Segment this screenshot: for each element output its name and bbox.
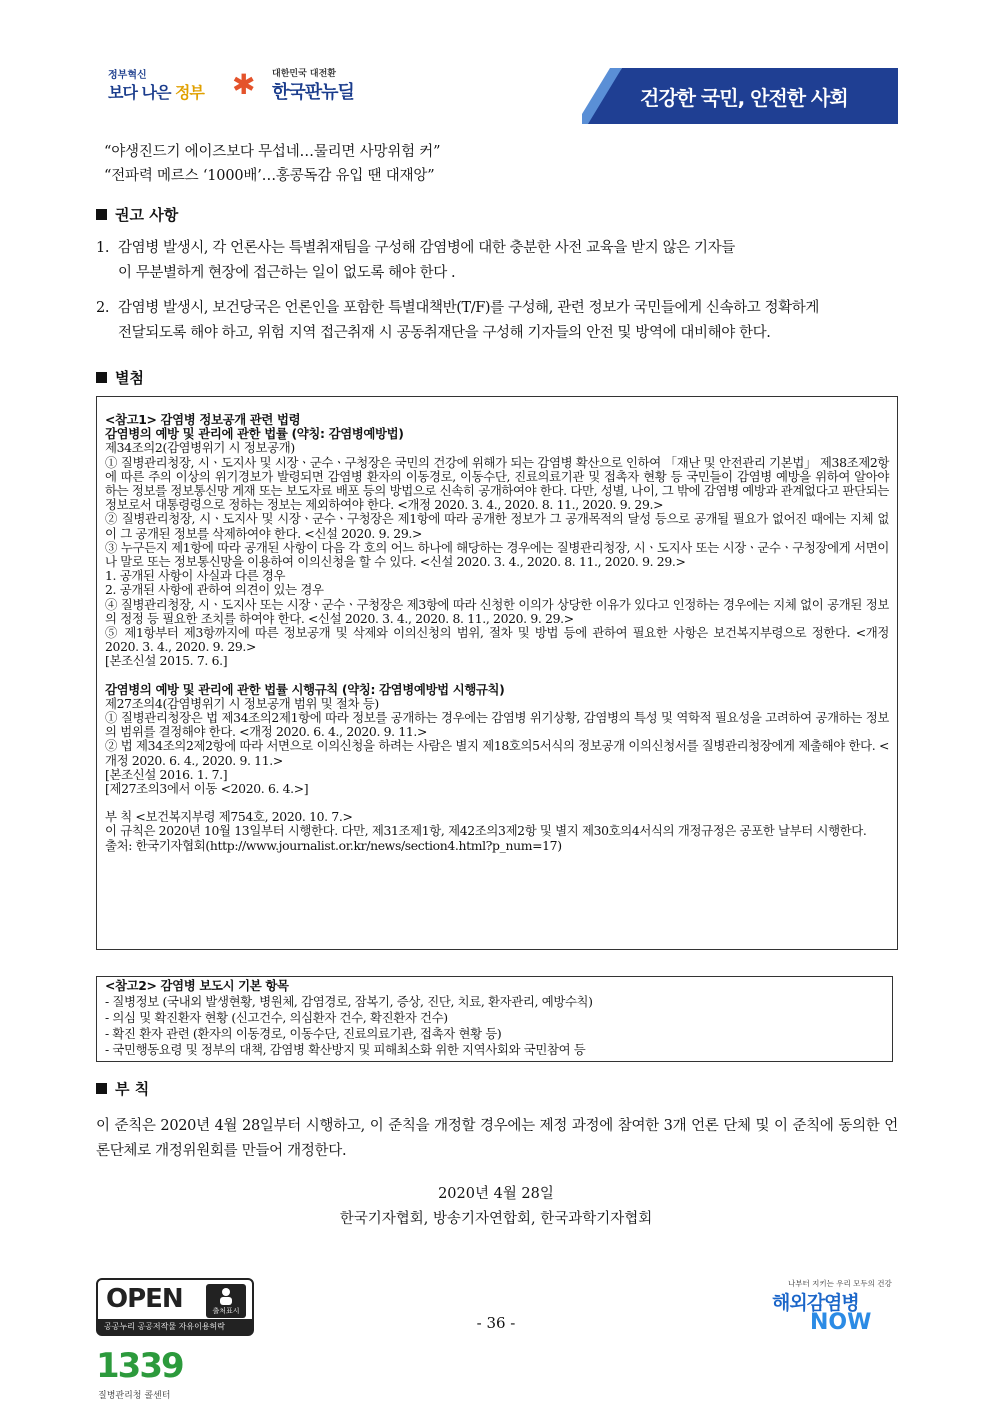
law-2-line: ① 질병관리청장은 법 제34조의2제1항에 따라 정보를 공개하는 경우에는 감염병 위기상황, 감염병의 특성 및 역학적 필요성을 고려하여 공개하는 정보의 범위를 결정해야 한다. <개정 2020. 6. 4., 2020. 9. 11.> — [105, 710, 889, 740]
quote-line-1: “야생진드기 에이즈보다 무섭네…물리면 사망위험 커” — [104, 144, 441, 160]
law-1-line: 2. 공개된 사항에 관하여 의견이 있는 경우 — [105, 582, 324, 598]
slogan-text: 건강한 국민, 안전한 사회 — [640, 86, 848, 110]
law-2-title: 감염병의 예방 및 관리에 관한 법률 시행규칙 (약칭: 감염병예방법 시행규칙) — [105, 681, 505, 697]
1339-caption: 질병관리청 콜센터 — [98, 1391, 171, 1401]
recommendation-item-2: 2. 감염병 발생시, 보건당국은 언론인을 포함한 특별대책반(T/F)를 구성해, 관련 정보가 국민들에게 신속하고 정확하게 전달되도록 해야 하고, 위험 지역 접근취재 시 공동취재단을 구성해 기자들의 안전 및 방역에 대비해야 한다. — [96, 300, 819, 341]
law-1-line: ⑤ 제1항부터 제3항까지에 따른 정보공개 및 삭제와 이의신청의 범위, 절차 및 방법 등에 관하여 필요한 사항은 보건복지부령으로 정한다. <개정 2020. 3. 4., 2020. 9. 29.> — [105, 625, 889, 655]
reference-2-box — [96, 976, 893, 1062]
person-icon — [206, 1284, 246, 1308]
source-line: 출처: 한국기자협회(http://www.journalist.or.kr/news/section4.html?p_num=17) — [105, 837, 562, 853]
reference-2-line: - 국민행동요령 및 정부의 대책, 감염병 확산방지 및 피해최소화 위한 지역사회와 국민참여 등 — [105, 1042, 586, 1057]
kdca-1339-logo — [96, 1346, 216, 1403]
reference-2-line: - 의심 및 확진환자 현황 (신고건수, 의심환자 건수, 확진환자 건수) — [105, 1010, 448, 1025]
gov-innovation-logo — [108, 62, 218, 108]
now-logo-sub: NOW — [810, 1310, 872, 1335]
reference-2-line: - 질병정보 (국내외 발생현황, 병원체, 감염경로, 잠복기, 증상, 진단, 치료, 환자관리, 예방수칙) — [105, 994, 593, 1009]
section-heading-recommendations: 권고 사항 — [96, 204, 178, 225]
gov-logo-small-text: 정부혁신 — [108, 70, 147, 81]
reference-2-line: - 확진 환자 관련 (환자의 이동경로, 이동수단, 진료의료기관, 접촉자 현황 등) — [105, 1026, 502, 1041]
1339-digits: 1339 — [96, 1346, 183, 1386]
law-2-line: [본조신설 2016. 1. 7.] — [105, 766, 228, 782]
law-1-line: ④ 질병관리청장, 시ㆍ도지사 또는 시장ㆍ군수ㆍ구청장은 제3항에 따라 신청한 이의가 상당한 이유가 있다고 인정하는 경우에는 지체 없이 공개된 정보의 정정 등 필요한 조치를 하여야 한다. <신설 2020. 3. 4., 2020. 8. 11., 2020. 9. 29.> — [105, 596, 889, 626]
now-logo-title: 해외감염병 — [772, 1292, 859, 1314]
law-1-line: 제34조의2(감염병위기 시 정보공개) — [105, 440, 295, 456]
section-heading-supplementary: 부 칙 — [96, 1078, 149, 1099]
law-1-line: ③ 누구든지 제1항에 따라 공개된 사항이 다음 각 호의 어느 하나에 해당하는 경우에는 질병관리청장, 시ㆍ도지사 또는 시장ㆍ군수ㆍ구청장에게 서면이나 말로 또는 정보통신망을 이용하여 이의신청을 할 수 있다. <신설 2020. 3. 4., 2020. 8. 11., 2020. 9. 29.> — [105, 539, 889, 570]
square-bullet-icon — [96, 209, 107, 220]
section-heading-attachment: 별첨 — [96, 367, 144, 388]
law-1-line: ② 질병관리청장, 시ㆍ도지사 및 시장ㆍ군수ㆍ구청장은 제1항에 따라 공개한 정보가 그 공개목적의 달성 등으로 공개될 필요가 없어진 때에는 지체 없이 그 공개된 정보를 삭제하여야 한다. <신설 2020. 9. 29.> — [105, 511, 889, 541]
reference-2-title: <참고2> 감염병 보도시 기본 항목 — [105, 978, 289, 993]
square-bullet-icon — [96, 1083, 107, 1094]
page-number: - 36 - — [476, 1314, 516, 1332]
overseas-infection-now-logo — [770, 1278, 900, 1342]
open-logo-strip: 공공누리 공공저작물 자유이용허락 — [98, 1319, 252, 1334]
now-logo-tagline: 나부터 지키는 우리 모두의 건강 — [788, 1279, 892, 1288]
slogan-banner — [582, 68, 898, 124]
quote-line-2: “전파력 메르스 ‘1000배’…홍콩독감 유입 땐 대재앙” — [104, 168, 435, 184]
square-bullet-icon — [96, 372, 107, 383]
law-2-line: [제27조의3에서 이동 <2020. 6. 4.>] — [105, 781, 309, 797]
attribution-badge-icon: 출처표시 — [206, 1284, 246, 1318]
supplementary-line: 이 규칙은 2020년 10월 13일부터 시행한다. 다만, 제31조제1항, 제42조의3제2항 및 별지 제30호의4서식의 개정규정은 공포한 날부터 시행한다. — [105, 823, 867, 839]
organizations: 한국기자협회, 방송기자연합회, 한국과학기자협회 — [339, 1211, 653, 1227]
law-1-line: 1. 공개된 사항이 사실과 다른 경우 — [105, 568, 286, 584]
law-1-line: ① 질병관리청장, 시ㆍ도지사 및 시장ㆍ군수ㆍ구청장은 국민의 건강에 위해가 되는 감염병 확산으로 인하여 「재난 및 안전관리 기본법」 제38조제2항에 따른 주의 이상의 위기경보가 발령되면 감염병 환자의 이동경로, 이동수단, 진료의료기관 및 접촉자 현황 등 국민들이 감염병 예방을 위하여 알아야 하는 정보를 정보통신망 게재 또는 보도자료 배포 등의 방법으로 신속히 공개하여야 한다. 다만, 성별, 나이, 그 밖에 감염병 예방과 관계없다고 판단되는 정보로서 대통령령으로 정하는 정보는 제외하여야 한다. <개정 2020. 3. 4., 2020. 8. 11., 2020. 9. 29.> — [105, 454, 889, 513]
recommendation-item-1: 1. 감염병 발생시, 각 언론사는 특별취재팀을 구성해 감염병에 대한 충분한 사전 교육을 받지 않은 기자들 이 무분별하게 현장에 접근하는 일이 없도록 해야 한다 . — [96, 240, 735, 281]
law-2-line: 제27조의4(감염병위기 시 정보공개 범위 및 절차 등) — [105, 695, 379, 711]
law-2-line: ② 법 제34조의2제2항에 따라 서면으로 이의신청을 하려는 사람은 별지 제18호의5서식의 정보공개 이의신청서를 질병관리청장에게 제출해야 한다. <개정 2020. 6. 4., 2020. 9. 11.> — [105, 738, 889, 768]
page-header — [0, 52, 992, 132]
new-deal-big-text: 한국판뉴딜 — [272, 82, 354, 103]
new-deal-small-text: 대한민국 대전환 — [272, 69, 336, 79]
enactment-date: 2020년 4월 28일 — [438, 1186, 554, 1202]
supplementary-line: 부 칙 <보건복지부령 제754호, 2020. 10. 7.> — [105, 809, 353, 825]
korean-new-deal-logo — [232, 62, 362, 108]
law-1-title: 감염병의 예방 및 관리에 관한 법률 (약칭: 감염병예방법) — [105, 426, 404, 442]
gov-logo-big-text: 보다 나은 정부 — [108, 83, 204, 102]
supplementary-provision-text: 이 준칙은 2020년 4월 28일부터 시행하고, 이 준칙을 개정할 경우에는 제정 과정에 참여한 3개 언론 단체 및 이 준칙에 동의한 언론단체로 개정위원회를 만들어 개정한다. — [96, 1118, 898, 1159]
reference-1-box — [96, 396, 898, 950]
open-logo-text: OPEN — [106, 1284, 183, 1314]
law-1-line: [본조신설 2015. 7. 6.] — [105, 653, 228, 669]
new-deal-star-icon: ✱ — [232, 68, 256, 101]
reference-1-title: <참고1> 감염병 정보공개 관련 법령 — [105, 412, 301, 427]
